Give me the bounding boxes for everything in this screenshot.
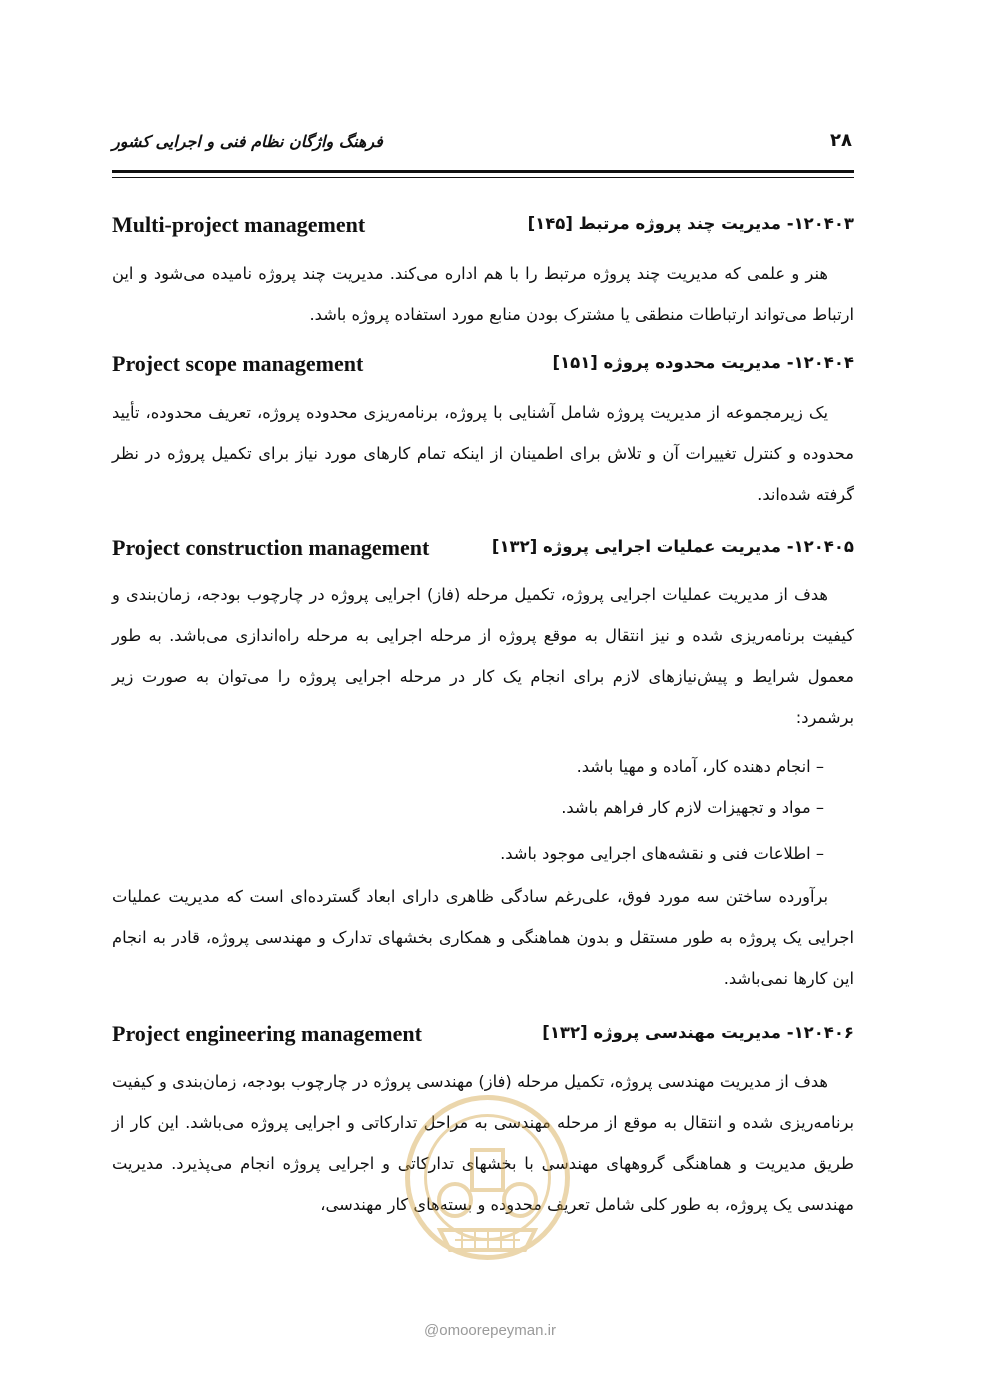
- english-term: Project engineering management: [112, 1021, 422, 1046]
- entry-heading: [112, 535, 854, 565]
- header-rule-thick: [112, 170, 854, 173]
- watermark-text: @omoorepeyman.ir: [424, 1322, 556, 1339]
- entry-paragraph: هدف از مدیریت عملیات اجرایی پروژه، تکمیل مرحله (فاز) اجرایی پروژه در چارچوب بودجه، زمان‌بندی و کیفیت برنامه‌ریزی شده و نیز انتقال به موقع پروژه از مرحله اجرایی به مرحله راه‌اندازی می‌باشد. به طور معمول شرایط و پیش‌نیازهای لازم برای انجام یک کار در مرحله اجرایی پروژه را می‌توان به صورت زیر برشمرد:: [112, 585, 854, 727]
- persian-term: ۱۲۰۴۰۶- مدیریت مهندسی پروژه [۱۳۲]: [542, 1023, 854, 1042]
- list-item: – اطلاعات فنی و نقشه‌های اجرایی موجود باشد.: [500, 844, 824, 863]
- persian-term: ۱۲۰۴۰۳- مدیریت چند پروژه مرتبط [۱۴۵]: [527, 214, 854, 233]
- header-rule-thin: [112, 177, 854, 178]
- english-term: Project construction management: [112, 535, 430, 560]
- list-item: – انجام دهنده کار، آماده و مهیا باشد.: [576, 757, 824, 776]
- running-title: فرهنگ واژگان نظام فنی و اجرایی کشور: [112, 132, 383, 151]
- entry-paragraph: برآورده ساختن سه مورد فوق، علی‌رغم سادگی ظاهری دارای ابعاد گسترده‌ای است که مدیریت عملیات اجرایی یک پروژه به طور مستقل و بدون هماهنگی و همکاری بخشهای تدارک و مهندسی پروژه، قادر به انجام این کارها نمی‌باشد.: [112, 887, 854, 988]
- persian-term: ۱۲۰۴۰۴- مدیریت محدوده پروژه [۱۵۱]: [552, 353, 854, 372]
- list-item: – مواد و تجهیزات لازم کار فراهم باشد.: [561, 798, 824, 817]
- entry-paragraph: هدف از مدیریت مهندسی پروژه، تکمیل مرحله (فاز) مهندسی پروژه در چارچوب بودجه، زمان‌بندی و کیفیت برنامه‌ریزی شده و انتقال به موقع از مرحله مهندسی به مراحل تدارکاتی و اجرایی پروژه می‌باشد. این کار از طریق مدیریت و هماهنگی گروههای مهندسی با بخشهای تدارکاتی و اجرایی پروژه انجام می‌پذیرد. مدیریت مهندسی یک پروژه، به طور کلی شامل تعریف محدوده و بسته‌های کار مهندسی،: [112, 1072, 854, 1214]
- page-number: ۲۸: [830, 130, 852, 151]
- english-term: Project scope management: [112, 351, 364, 376]
- entry-paragraph: هنر و علمی که مدیریت چند پروژه مرتبط را با هم اداره می‌کند. مدیریت چند پروژه نامیده می‌شود و این ارتباط می‌تواند ارتباطات منطقی یا مشترک بودن منابع مورد استفاده پروژه باشد.: [112, 264, 854, 324]
- watermark-seal-icon: [400, 1090, 575, 1265]
- persian-term: ۱۲۰۴۰۵- مدیریت عملیات اجرایی پروژه [۱۳۲]: [491, 537, 854, 556]
- entry-heading: [112, 212, 854, 242]
- entry-heading: [112, 1021, 854, 1051]
- entry-paragraph: یک زیرمجموعه از مدیریت پروژه شامل آشنایی با پروژه، برنامه‌ریزی محدوده پروژه، تعریف محدوده، تأیید محدوده و کنترل تغییرات آن و تلاش برای اطمینان از اینکه تمام کارهای مورد نیاز برای تکمیل پروژه در نظر گرفته شده‌اند.: [112, 403, 854, 504]
- english-term: Multi-project management: [112, 212, 366, 237]
- entry-heading: [112, 351, 854, 381]
